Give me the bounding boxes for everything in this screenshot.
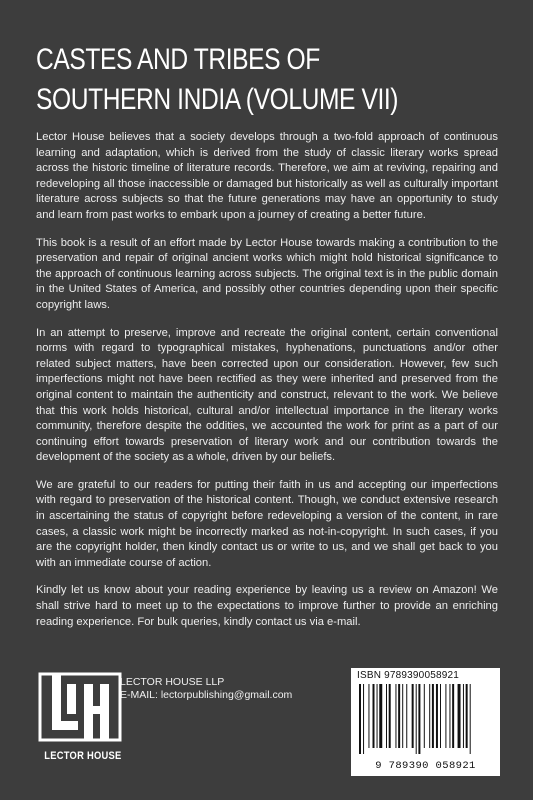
publisher-info [120,676,292,702]
paragraph-2: This book is a result of an effort made by Lector House towards making a contribution to the preservation and repair of original ancient works which might hold historical significance to the approach of continuous learning across subjects. The original text is in the public domain in the United States of America, and possibly other countries depending upon their specific copyright laws. [36,236,498,311]
publisher-name: LECTOR HOUSE LLP [120,676,225,688]
isbn-label: ISBN 9789390058921 [357,670,460,681]
barcode-bar [449,684,450,748]
barcode-bar [432,684,434,748]
barcode-bar [402,684,403,748]
back-cover-description [36,130,498,642]
publisher-brand [38,672,124,762]
barcode-bar [363,684,364,754]
barcode-bar [440,684,441,748]
barcode-bar [436,684,438,748]
barcode-bar [463,684,464,748]
barcode-bar [373,684,375,748]
paragraph-1: Lector House believes that a society develops through a two-fold approach of continuous learning and adaptation, which is derived from the study of classic literary works spread across the historic timeline of literature records. Therefore, we aim at reviving, repairing and redeveloping all those inaccessible or damaged but historically as well as culturally important literature across subjects so that the future generations may have an opportunity to study and learn from past works to embark upon a journey of creating a better future. [36,131,498,221]
barcode-bar [416,684,417,754]
barcode-bar [452,684,454,748]
barcode-bar [368,684,369,748]
book-title-line-2: SOUTHERN INDIA (VOLUME VII) [36,83,399,116]
barcode-icon [357,684,494,754]
barcode-bar [470,684,471,754]
lector-house-logo-icon [38,672,122,762]
barcode-bar [379,684,382,748]
barcode-bar [412,684,414,748]
barcode-bar [389,684,391,748]
book-title [36,40,421,120]
barcode-bar [395,684,396,748]
barcode-bar [445,684,446,748]
barcode-bar [466,684,468,748]
barcode-bar [418,684,420,754]
brand-name: LECTOR HOUSE [44,750,122,762]
barcode-bar [386,684,387,748]
barcode-bar [359,684,361,754]
barcode-bar [398,684,400,748]
barcode-bar [424,684,425,748]
paragraph-4: We are grateful to our readers for putting their faith in us and accepting our imperfections with regard to preservation of the historical content. Though, we conduct extensive research in ascertaining the status of copyright before redeveloping a version of the content, in rare cases, a classic work might be incorrectly marked as not-in-copyright. In such cases, if you are the copyright holder, then kindly contact us or write to us, and we shall get back to you with an immediate course of action. [36,478,498,569]
barcode-bar [406,684,407,748]
isbn-digits: 9 789390 058921 [375,760,476,772]
publisher-email: E-MAIL: lectorpublishing@gmail.com [120,689,293,701]
book-title-line-1: CASTES AND TRIBES OF [36,43,320,76]
paragraph-3: In an attempt to preserve, improve and recreate the original content, certain conventional norms with regard to typographical mistakes, hyphenations, punctuations and/or other related subject matters, have been corrected upon our consideration. However, few such imperfections might not have been rectified as they were inherited and preserved from the original content to maintain the authenticity and construct, relevant to the work. We believe that this work holds historical, cultural and/or intellectual importance in the literary works community, therefore despite the oddities, we accounted the work for print as a part of our continuing effort towards preservation of literary work and our contribution towards the development of the society as a whole, driven by our beliefs. [36,326,498,464]
barcode-bar [377,684,378,748]
paragraph-5: Kindly let us know about your reading experience by leaving us a review on Amazon! We shall strive hard to meet up to the expectations to improve further to provide an enriching reading experience. For bulk queries, kindly contact us via e-mail. [36,584,498,628]
isbn-barcode [351,668,500,776]
barcode-bar [429,684,430,748]
barcode-bar [458,684,461,748]
